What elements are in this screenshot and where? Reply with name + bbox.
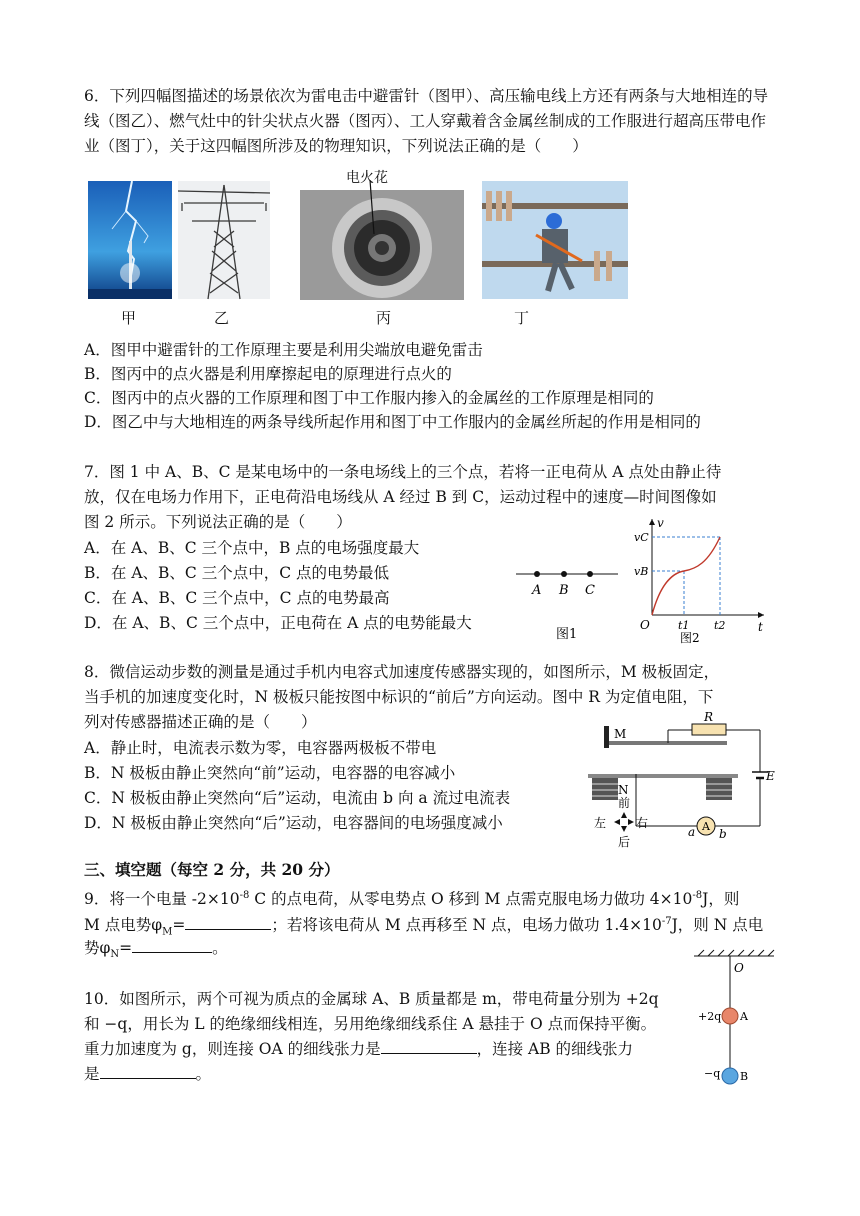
q6-option-b: B．图丙中的点火器是利用摩擦起电的原理进行点火的 — [84, 365, 452, 383]
fig2-t1: t1 — [678, 619, 690, 632]
fig1-label-a: A — [532, 583, 542, 598]
ball-b — [722, 1068, 738, 1084]
photo-gas-stove — [300, 190, 464, 300]
label-left: 左 — [594, 816, 607, 830]
caption-bing: 丙 — [376, 309, 392, 327]
fig2-curve — [652, 537, 720, 615]
fig2-caption: 图2 — [680, 631, 700, 645]
ball-a — [722, 1008, 738, 1024]
q9-exponent: -8 — [239, 890, 250, 901]
q9-text: = — [119, 939, 133, 957]
q8-line3: 列对传感器描述正确的是（ ） — [84, 713, 317, 731]
q9-text: 势φ — [84, 939, 111, 957]
charge-b: −q — [704, 1067, 721, 1080]
charge-a: +2q — [698, 1010, 722, 1023]
label-b: b — [719, 827, 727, 841]
blank-phi-n[interactable] — [132, 936, 212, 953]
label-front: 前 — [618, 796, 631, 810]
q8-line2: 当手机的加速度变化时，N 极板只能按图中标识的“前后”方向运动。图中 R 为定值电阻，下 — [84, 688, 714, 706]
q8-line1: 8．微信运动步数的测量是通过手机内电容式加速度传感器实现的，如图所示，M 极板固定， — [84, 663, 720, 681]
q10-line1: 10．如图所示，两个可视为质点的金属球 A、B 质量都是 m，带电荷量分别为 +2q — [84, 990, 659, 1008]
fig2-vb: vB — [634, 565, 649, 578]
q10-figure — [690, 948, 780, 1090]
q6-option-d: D．图乙中与大地相连的两条导线所起作用和图丁中工作服内的金属丝所起的作用是相同的 — [84, 413, 701, 431]
fig2-v-axis: v — [657, 516, 664, 530]
label-m: M — [614, 727, 627, 741]
q10-line3 — [84, 1037, 633, 1061]
label-right: 右 — [636, 816, 649, 830]
q6-option-a: A．图甲中避雷针的工作原理主要是利用尖端放电避免雷击 — [84, 341, 483, 359]
q10-line2: 和 −q，用长为 L 的绝缘细线相连，另用绝缘细线系住 A 悬挂于 O 点而保持平衡。 — [84, 1015, 657, 1033]
label-ball-a: A — [740, 1010, 748, 1023]
q7-option-a: A．在 A、B、C 三个点中，B 点的电场强度最大 — [84, 539, 420, 557]
spark-label: 电火花 — [346, 170, 388, 186]
q8-capacitor-circuit — [588, 708, 775, 850]
ammeter-icon: A — [702, 820, 710, 833]
q7-figure2 — [630, 515, 770, 643]
q10-text: 是 — [84, 1065, 100, 1083]
q9-subscript: M — [162, 926, 173, 938]
q9-text: C 的点电荷，从零电势点 O 移到 M 点需克服电场力做功 4×10 — [249, 890, 693, 909]
blank-tension-oa[interactable] — [381, 1037, 477, 1054]
q7-option-c: C．在 A、B、C 三个点中，C 点的电势最高 — [84, 589, 390, 607]
fig1-caption: 图1 — [556, 627, 578, 642]
q10-text: ，连接 AB 的细线张力 — [476, 1040, 634, 1058]
fig2-vc: vC — [634, 531, 649, 544]
q8-option-a: A．静止时，电流表示数为零，电容器两极板不带电 — [84, 739, 437, 757]
q9-text: ；若将该电荷从 M 点再移至 N 点，电场力做功 1.4×10 — [271, 916, 662, 935]
q9-text: 9．将一个电量 -2×10 — [84, 890, 240, 909]
q9-line3 — [84, 936, 228, 967]
label-o: O — [734, 961, 744, 975]
q10-text: 。 — [195, 1065, 212, 1083]
q9-exponent: -8 — [692, 890, 703, 901]
q6-option-c: C．图丙中的点火器的工作原理和图丁中工作服内掺入的金属丝的工作原理是相同的 — [84, 389, 654, 407]
q7-line1: 7．图 1 中 A、B、C 是某电场中的一条电场线上的三个点，若将一正电荷从 A 点处由静止待 — [84, 463, 722, 481]
q6-stem: 6．下列四幅图描述的场景依次为雷电击中避雷针（图甲）、高压输电线上方还有两条与大地相连的导线（图乙）、燃气灶中的针尖状点火器（图丙）、工人穿戴着含金属丝制成的工作服进行超高压带电作业（图丁），关于这四幅图所涉及的物理知识，下列说法正确的是（ ） — [84, 87, 769, 155]
q10-text: 重力加速度为 g，则连接 OA 的细线张力是 — [84, 1040, 381, 1058]
q8-option-b: B．N 极板由静止突然向“前”运动，电容器的电容减小 — [84, 764, 456, 782]
caption-ding: 丁 — [514, 309, 530, 327]
q9-subscript: N — [110, 949, 120, 961]
fig2-t-axis: t — [758, 620, 763, 634]
fig2-origin: O — [640, 618, 650, 632]
caption-yi: 乙 — [214, 309, 230, 327]
q7-line2: 放，仅在电场力作用下，正电荷沿电场线从 A 经过 B 到 C，运动过程中的速度—时间图像如 — [84, 488, 717, 506]
q7-line3: 图 2 所示。下列说法正确的是（ ） — [84, 513, 352, 531]
label-r: R — [704, 710, 714, 724]
q7-figure1 — [512, 560, 622, 644]
label-ball-b: B — [740, 1070, 749, 1083]
photo-power-tower — [178, 181, 270, 299]
q9-text: 。 — [212, 939, 228, 957]
label-a: a — [688, 825, 696, 839]
fig1-label-b: B — [559, 583, 569, 598]
q9-line1 — [84, 884, 739, 911]
section-3-heading: 三、填空题（每空 2 分，共 20 分） — [84, 860, 340, 879]
caption-jia: 甲 — [121, 309, 137, 327]
photo-lightning-rod — [88, 181, 172, 299]
fig2-t2: t2 — [714, 619, 726, 632]
blank-phi-m[interactable] — [185, 913, 271, 930]
q9-text: M 点电势φ — [84, 916, 163, 935]
photo-live-worker — [482, 181, 628, 299]
q9-text: J，则 N 点电 — [671, 916, 764, 935]
label-e: E — [766, 769, 775, 783]
q8-option-d: D．N 极板由静止突然向“后”运动，电容器间的电场强度减小 — [84, 814, 503, 832]
q10-line4 — [84, 1062, 211, 1086]
label-n: N — [618, 783, 629, 797]
q7-option-d: D．在 A、B、C 三个点中，正电荷在 A 点的电势能最大 — [84, 614, 472, 632]
label-back: 后 — [618, 835, 631, 849]
q9-text: = — [172, 916, 186, 935]
q8-option-c: C．N 极板由静止突然向“后”运动，电流由 b 向 a 流过电流表 — [84, 789, 511, 807]
q9-exponent: -7 — [661, 916, 672, 927]
q9-text: J，则 — [702, 890, 740, 909]
q7-option-b: B．在 A、B、C 三个点中，C 点的电势最低 — [84, 564, 389, 582]
fig1-label-c: C — [585, 583, 595, 598]
blank-tension-ab[interactable] — [100, 1062, 196, 1079]
